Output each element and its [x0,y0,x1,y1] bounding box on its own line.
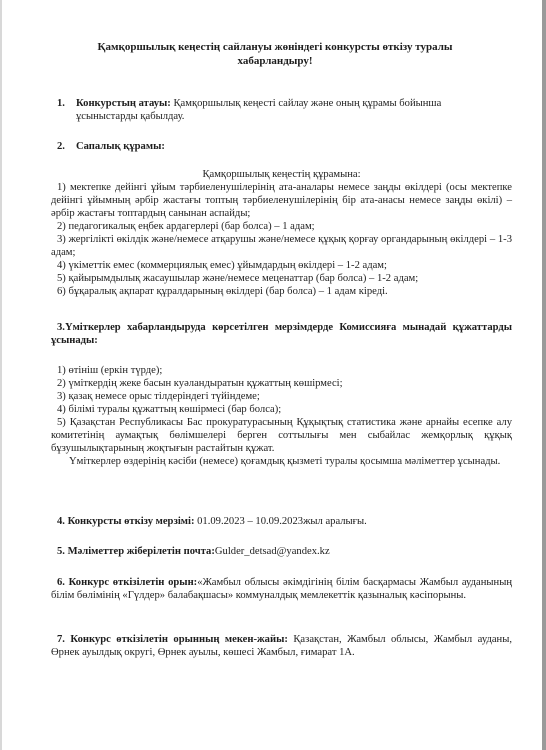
title-line-2: хабарландыру! [237,55,313,67]
section-7-label: 7. Конкурс өткізілетін орынның мекен-жайы: [57,634,288,645]
contact-email: Gulder_detsad@yandex.kz [214,546,330,557]
composition-item-4: 4) үкіметтік емес (коммерциялық емес) ұйымдардың өкілдері – 1-2 адам; [57,260,387,271]
title-line-1: Қамқоршылық кеңестің сайлануы жөніндегі конкурсты өткізу туралы [97,41,453,53]
section-6-label: 6. Конкурс өткізілетін орын: [57,577,198,588]
section-1 [76,97,512,123]
section-4-text: 01.09.2023 – 10.09.2023жыл аралығы. [194,516,367,527]
scan-left-edge [0,0,2,750]
section-6-text: «Жамбыл облысы әкімдігінің білім басқармасы Жамбыл ауданының білім бөлімінің «Гүлдер» балабақшасы» коммуналдық мемлекеттік қазыналық кәсіпорыны. [51,577,513,601]
section-6 [51,576,512,602]
section-4 [51,515,512,528]
document-item-3: 3) қазақ немесе орыс тілдеріндегі түйіндеме; [57,391,260,402]
section-2-list [51,181,512,298]
section-1-text-cont: ұсыныстарды қабылдау. [76,111,185,122]
section-3-heading: 3.Үміткерлер хабарландыруда көрсетілген мерзімдерде Комиссияға мынадай құжаттарды ұсынады: [51,322,512,346]
scan-right-edge [542,0,546,750]
section-1-number: 1. [57,98,65,109]
composition-item-1: 1) мектепке дейінгі ұйым тәрбиеленушілерінің ата-аналары немесе заңды өкілдері (осы мектепке дейінгі ұйымның әрбір жастағы топтың тәрбиеленушілерінің бір ата-анасы немесе заңды өкілі) – әрбір жастағы топтардың санынан аспайды; [51,182,512,219]
document-title [40,40,510,68]
section-1-label: Конкурстың атауы: [76,98,171,109]
section-3-extra: Үміткерлер өздерінің кәсіби (немесе) қоғамдық қызметі туралы қосымша мәліметтер ұсынады. [69,456,501,467]
section-2-heading [76,140,512,153]
composition-item-5: 5) қайырымдылық жасаушылар және/немесе меценаттар (бар болса) – 1-2 адам; [57,273,419,284]
document-item-2: 2) үміткердің жеке басын куәландыратын құжаттың көшірмесі; [57,378,343,389]
section-4-label: 4. Конкурсты өткізу мерзімі: [57,516,195,527]
section-2-intro: Қамқоршылық кеңестің құрамына: [202,169,361,180]
document-item-4: 4) білімі туралы құжаттың көшірмесі (бар болса); [57,404,282,415]
section-7-text: Қазақстан, Жамбыл облысы, Жамбыл ауданы, Өрнек ауылдық округі, Өрнек ауылы, көшесі Жамбыл, ғимарат 1А. [51,634,512,658]
composition-item-3: 3) жергілікті өкілдік және/немесе атқарушы және/немесе құқық қорғау органдарының өкілдері – 1-3 адам; [51,234,512,258]
composition-item-2: 2) педагогикалық еңбек ардагерлері (бар болса) – 1 адам; [57,221,315,232]
section-5 [51,545,512,558]
section-7 [51,633,512,659]
section-1-text: Қамқоршылық кеңесті сайлау және оның құрамы бойынша [170,98,442,109]
document-item-1: 1) өтініш (еркін түрде); [57,365,163,376]
section-3-list [51,364,512,468]
section-2-number: 2. [57,141,65,152]
section-2-label: Сапалық құрамы: [76,141,165,152]
document-item-5: 5) Қазақстан Республикасы Бас прокуратурасының Құқықтық статистика және арнайы есепке алу комитетінің аумақтық бөлімшелері берген соттылығы мен сыбайлас жемқорлық құқық бұзушылықтарының жоқтығын растайтын құжат. [51,417,512,454]
section-5-label: 5. Мәліметтер жіберілетін почта: [57,546,215,557]
composition-item-6: 6) бұқаралық ақпарат құралдарының өкілдері (бар болса) – 1 адам кіреді. [57,286,388,297]
